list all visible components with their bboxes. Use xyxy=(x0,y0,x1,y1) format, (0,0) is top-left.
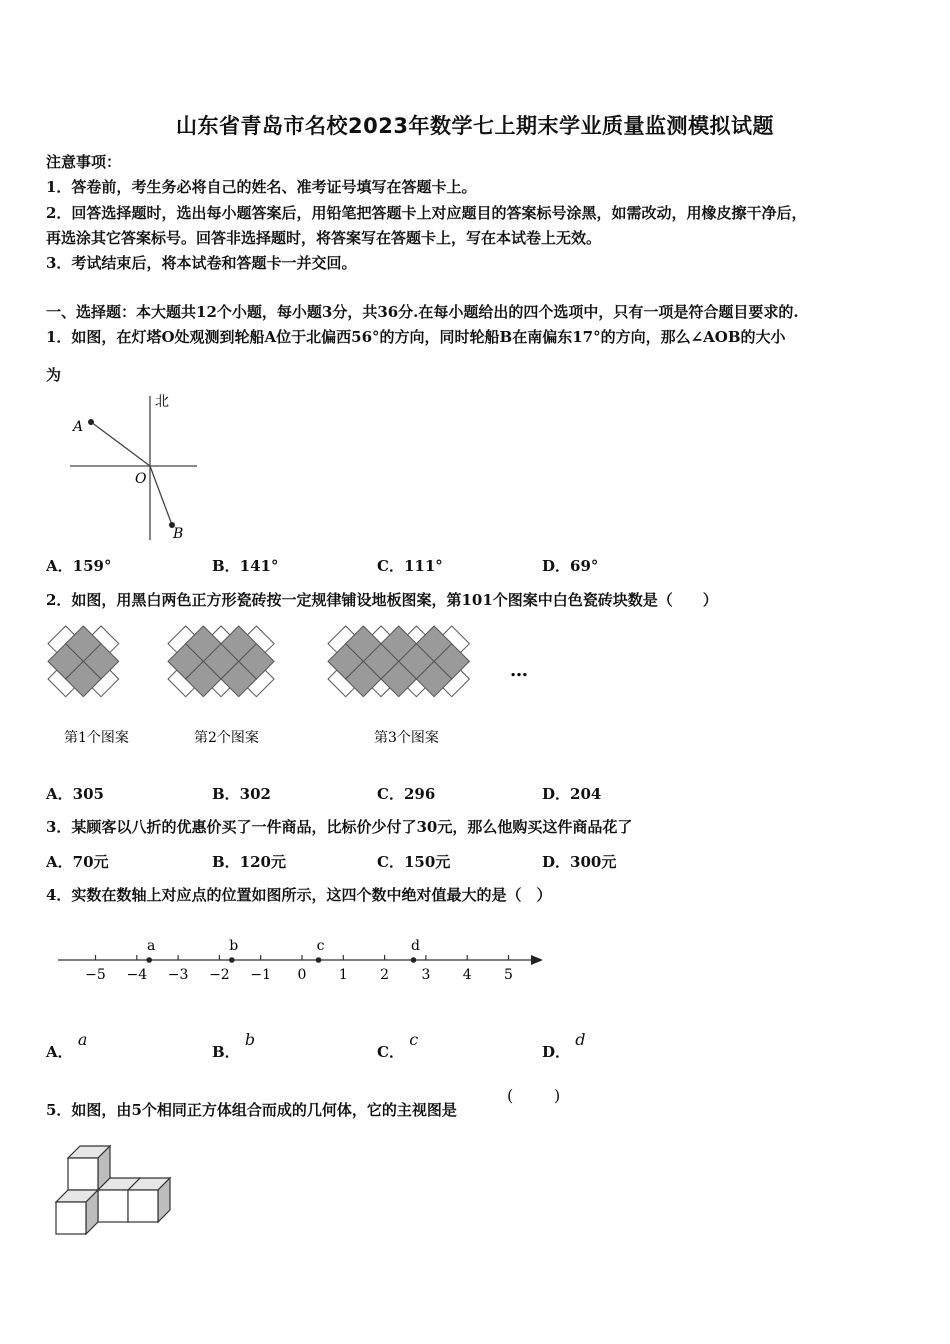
q2-caption-3: 第3个图案 xyxy=(374,730,439,746)
q3-option-a[interactable]: A．70元 xyxy=(46,853,109,871)
q4-option-c-letter: C． xyxy=(377,1043,404,1061)
note-item-2-cont: 再选涂其它答案标号。回答非选择题时，将答案写在答题卡上，写在本试卷上无效。 xyxy=(46,229,602,247)
q4-option-a-var: a xyxy=(77,1030,88,1049)
number-line-point-b xyxy=(229,957,235,963)
notes-heading: 注意事项： xyxy=(46,153,122,171)
q3-option-b[interactable]: B．120元 xyxy=(212,853,286,871)
number-line-tick-label: 1 xyxy=(338,967,348,983)
number-line-point-label-b: b xyxy=(229,938,239,954)
note-item-1: 1．答卷前，考生务必将自己的姓名、准考证号填写在答题卡上。 xyxy=(46,178,477,196)
q4-option-d-letter: D． xyxy=(542,1043,571,1061)
label-a: A xyxy=(73,419,84,435)
q2-caption-1: 第1个图案 xyxy=(64,730,129,746)
q4-option-b-var: b xyxy=(244,1030,256,1049)
cube-row-front-1 xyxy=(98,1190,128,1222)
q5-bracket-close: ) xyxy=(554,1086,561,1105)
number-line-point-label-d: d xyxy=(411,938,420,954)
north-label: 北 xyxy=(155,394,169,410)
q2-option-c[interactable]: C．296 xyxy=(377,785,436,803)
number-line-tick-label: 5 xyxy=(504,967,513,983)
number-line-tick-label: 4 xyxy=(462,967,472,983)
number-line-tick-label: −2 xyxy=(209,967,230,983)
q4-option-b-letter: B． xyxy=(212,1043,240,1061)
q4-option-c-var: c xyxy=(409,1030,419,1049)
q1-option-b[interactable]: B．141° xyxy=(212,557,279,575)
q5-text: 5．如图，由5个相同正方体组合而成的几何体，它的主视图是 xyxy=(46,1101,457,1119)
q5-cube-figure xyxy=(50,1140,180,1240)
cube-front-front xyxy=(56,1202,86,1234)
number-line-tick-label: 3 xyxy=(421,967,431,983)
note-item-3: 3．考试结束后，将本试卷和答题卡一并交回。 xyxy=(46,254,357,272)
q1-compass-figure xyxy=(60,388,210,548)
number-line-point-c xyxy=(316,957,322,963)
q1-text-cont: 为 xyxy=(46,366,62,384)
q4-number-line xyxy=(50,930,550,990)
label-b: B xyxy=(173,526,184,542)
q2-option-a[interactable]: A．305 xyxy=(46,785,104,803)
ray-ob xyxy=(150,466,172,525)
section-heading: 一、选择题：本大题共12个小题，每小题3分，共36分.在每小题给出的四个选项中，只有一项是符合题目要求的. xyxy=(46,303,799,321)
q4-option-d-var: d xyxy=(575,1030,586,1049)
q2-option-b[interactable]: B．302 xyxy=(212,785,271,803)
q2-caption-2: 第2个图案 xyxy=(194,730,259,746)
q4-option-a[interactable] xyxy=(46,1030,88,1062)
number-line-point-d xyxy=(411,957,417,963)
q2-text: 2．如图，用黑白两色正方形瓷砖按一定规律铺设地板图案，第101个图案中白色瓷砖块数是（ ） xyxy=(46,591,718,609)
number-line-tick-label: −4 xyxy=(126,967,148,983)
number-line-point-label-c: c xyxy=(316,938,325,954)
number-line-tick-label: −1 xyxy=(250,967,272,983)
number-line-tick-label: −3 xyxy=(167,967,189,983)
ray-oa xyxy=(91,422,150,466)
q3-text: 3．某顾客以八折的优惠价买了一件商品，比标价少付了30元，那么他购买这件商品花了 xyxy=(46,818,633,836)
q5-bracket-open: ( xyxy=(507,1086,514,1105)
q4-text: 4．实数在数轴上对应点的位置如图所示，这四个数中绝对值最大的是（ ） xyxy=(46,886,552,904)
q2-option-d[interactable]: D．204 xyxy=(542,785,602,803)
q1-option-d[interactable]: D．69° xyxy=(542,557,599,575)
q4-option-d[interactable] xyxy=(542,1030,586,1062)
q3-option-c[interactable]: C．150元 xyxy=(377,853,451,871)
number-line-tick-label: 0 xyxy=(297,967,307,983)
q1-text: 1．如图，在灯塔O处观测到轮船A位于北偏西56°的方向，同时轮船B在南偏东17°的方向，那么∠AOB的大小 xyxy=(46,328,786,346)
q1-option-c[interactable]: C．111° xyxy=(377,557,443,575)
q4-option-a-letter: A． xyxy=(46,1043,73,1061)
q2-tile-figure xyxy=(40,618,560,753)
point-a xyxy=(88,419,94,425)
q4-option-b[interactable] xyxy=(212,1030,256,1062)
number-line-tick-label: −5 xyxy=(85,967,106,983)
number-line-arrow xyxy=(531,955,543,965)
cube-row-front-2 xyxy=(128,1190,158,1222)
page-title: 山东省青岛市名校2023年数学七上期末学业质量监测模拟试题 xyxy=(176,114,774,138)
number-line-point-a xyxy=(146,957,152,963)
q4-option-c[interactable] xyxy=(377,1030,419,1062)
q1-option-a[interactable]: A．159° xyxy=(46,557,112,575)
note-item-2: 2．回答选择题时，选出每小题答案后，用铅笔把答题卡上对应题目的答案标号涂黑，如需改动，用橡皮擦干净后， xyxy=(46,204,807,222)
q3-option-d[interactable]: D．300元 xyxy=(542,853,617,871)
q2-ellipsis: … xyxy=(510,660,528,681)
number-line-point-label-a: a xyxy=(147,938,156,954)
number-line-tick-label: 2 xyxy=(380,967,390,983)
label-o: O xyxy=(135,471,147,487)
cube-top-front xyxy=(68,1158,98,1190)
